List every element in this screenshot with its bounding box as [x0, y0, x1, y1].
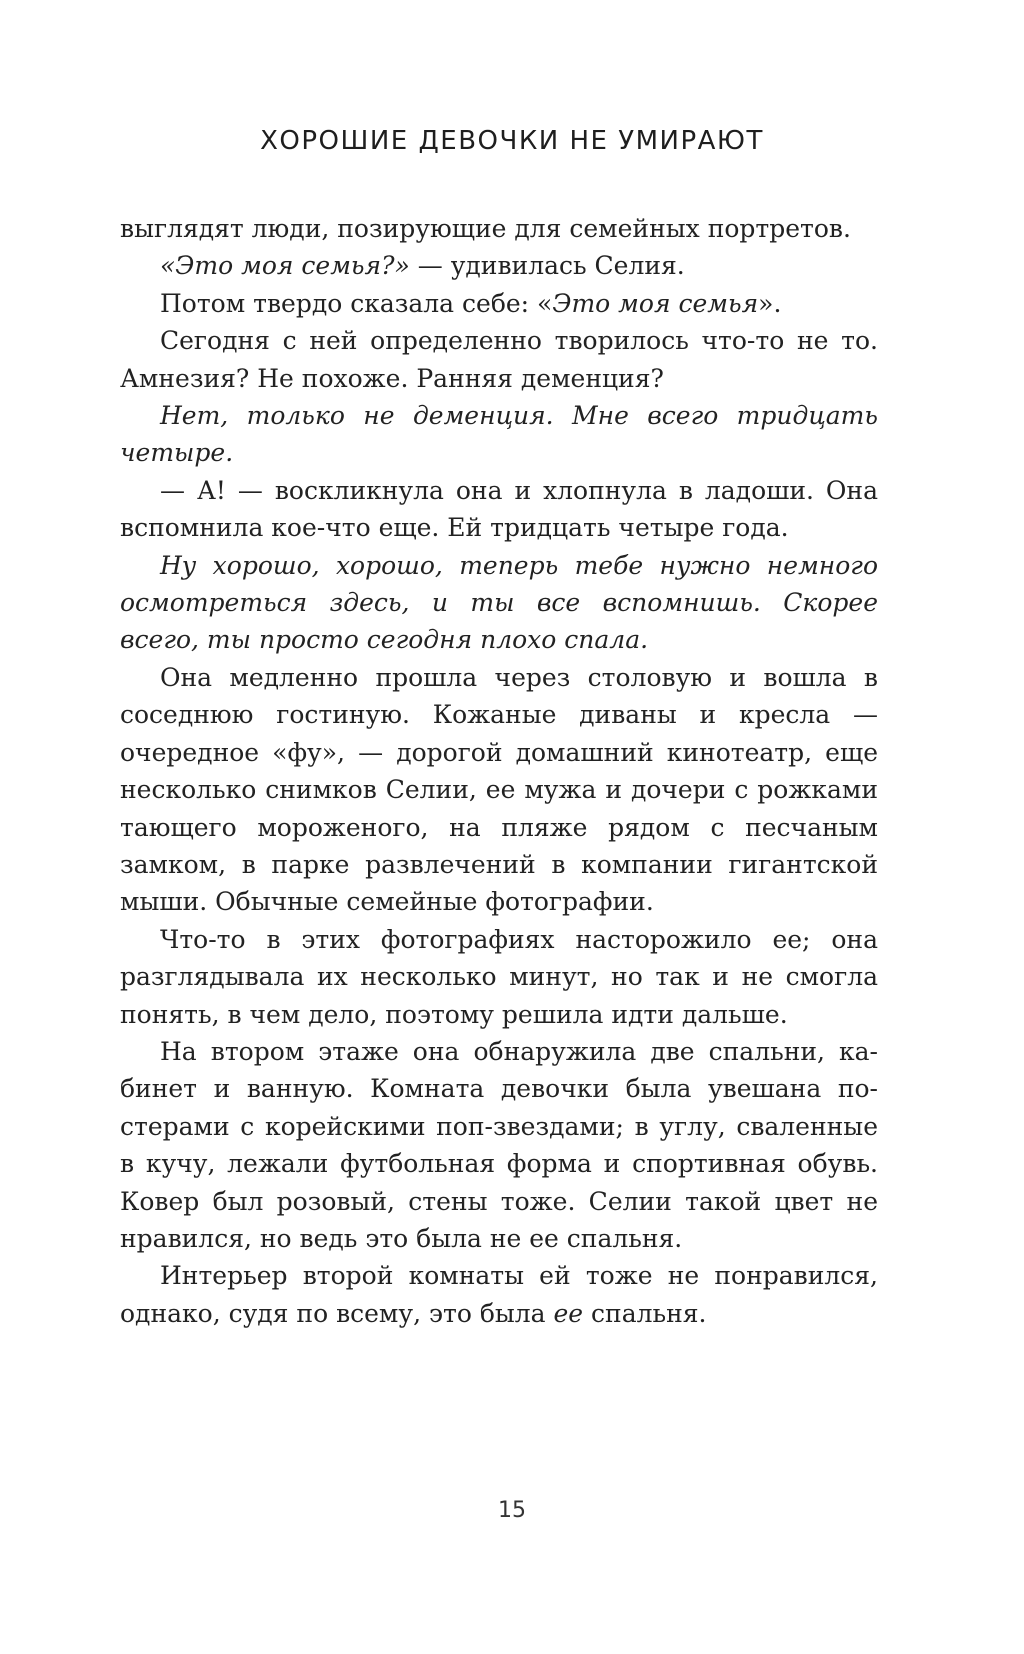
paragraph — [120, 247, 878, 284]
paragraph — [120, 285, 878, 322]
italic-text-run: Ну хорошо, хорошо, теперь тебе нужно немного осмотреться здесь, и ты все вспомнишь. Скорее всего, ты просто сегодня плохо спала. — [120, 550, 878, 655]
italic-text-run: «Это моя семья?» — [160, 251, 410, 281]
text-run: Она медленно прошла через столовую и вошла в соседнюю гостиную. Кожаные диваны и кресла — очередное «фу», — дорогой домашний кинотеатр, еще несколько снимков Селии, ее мужа и дочери с рожками тающего мороженого, на пляже рядом с песчаным замком, в парке развлечений в компании гигантской мыши. Обычные семейные фотографии. — [120, 662, 878, 917]
text-run: — А! — воскликнула она и хлопнула в ладоши. Она вспомнила кое-что еще. Ей тридцать четыре года. — [120, 475, 878, 543]
page-number: 15 — [498, 1498, 526, 1523]
italic-text-run: ее — [553, 1298, 584, 1328]
text-run: — удивилась Селия. — [409, 251, 685, 281]
italic-text-run: Это моя семья — [552, 288, 759, 318]
paragraph — [120, 472, 878, 547]
paragraph — [120, 659, 878, 921]
paragraph — [120, 1033, 878, 1257]
text-run: ». — [758, 288, 782, 318]
body-text — [120, 210, 878, 1332]
paragraph — [120, 1257, 878, 1332]
paragraph — [120, 921, 878, 1033]
paragraph — [120, 397, 878, 472]
text-run: На втором этаже она обнаружила две спальни, кабинет и ванную. Комната девочки была увешана постерами с корейскими поп-звездами; в углу, сваленные в кучу, лежали футбольная форма и спортивная обувь. Ковер был розовый, стены тоже. Селии такой цвет не нравился, но ведь это была не ее спальня. — [120, 1036, 878, 1253]
italic-text-run: Нет, только не деменция. Мне всего тридцать четыре. — [120, 401, 878, 468]
paragraph — [120, 322, 878, 397]
text-run: выглядят люди, позирующие для семейных портретов. — [120, 214, 851, 243]
text-run: Интерьер второй комнаты ей тоже не понравился, однако, судя по всему, это была — [120, 1261, 878, 1328]
text-run: Потом твердо сказала себе: « — [160, 288, 553, 318]
paragraph — [120, 547, 878, 659]
text-run: спальня. — [583, 1298, 707, 1328]
running-head: ХОРОШИЕ ДЕВОЧКИ НЕ УМИРАЮТ — [260, 126, 764, 156]
text-run: Что-то в этих фотографиях насторожило ее; она разглядывала их несколько минут, но так и не смогла понять, в чем дело, поэтому решила идти дальше. — [120, 924, 878, 1029]
text-run: Сегодня с ней определенно творилось что-то не то. Амнезия? Не похоже. Ранняя деменция? — [120, 326, 878, 393]
paragraph — [120, 210, 878, 247]
